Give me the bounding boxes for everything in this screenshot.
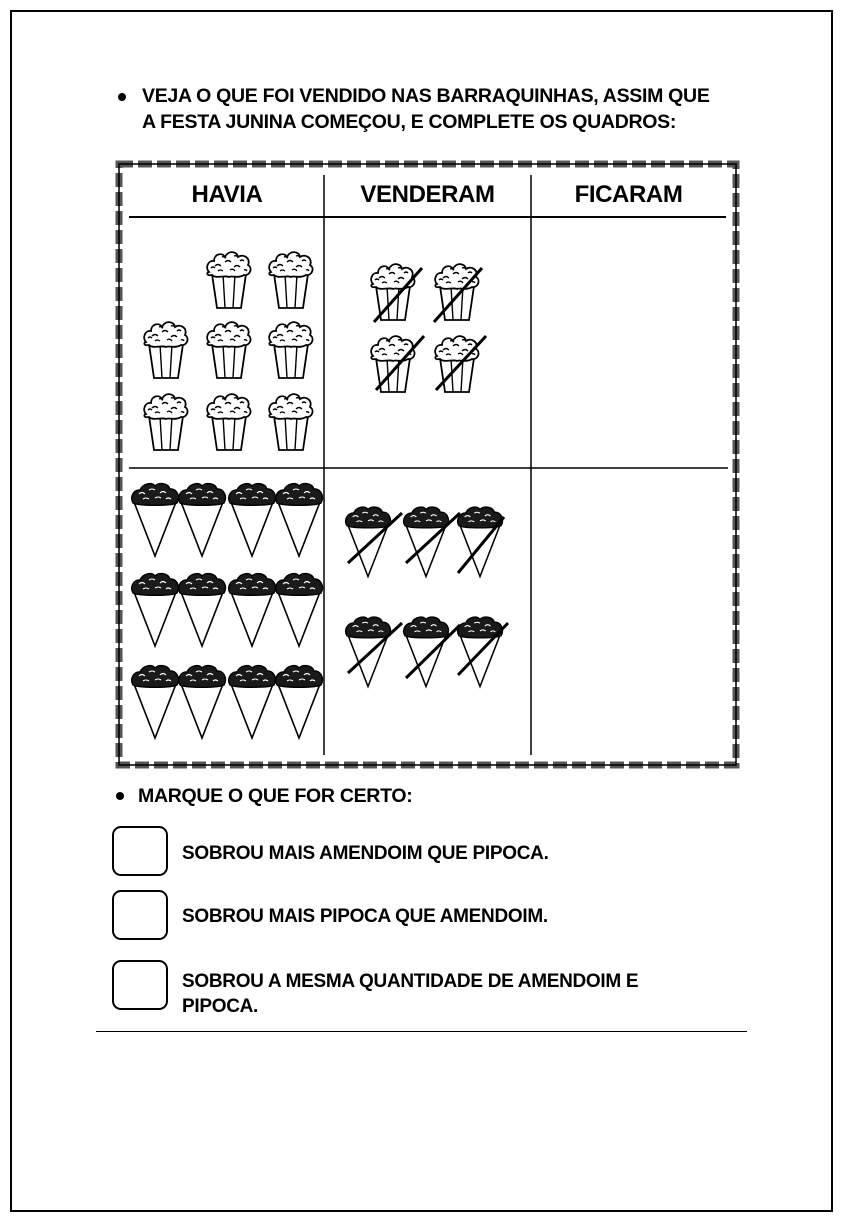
popcorn-icon [144,394,187,450]
popcorn-icon [144,322,187,378]
crossed-popcorn-icon [371,336,424,392]
popcorn-icon [207,252,250,308]
peanut-cone-icon [132,484,179,556]
crossed-popcorn-icon [371,264,422,322]
crossed-peanut-cone-icon [458,617,508,687]
question-title: MARQUE O QUE FOR CERTO: [138,785,413,807]
popcorn-icon [269,252,312,308]
option-1-text: SOBROU MAIS AMENDOIM QUE PIPOCA. [182,843,549,864]
crossed-peanut-cone-icon [346,507,402,577]
crossed-peanut-cone-icon [404,617,460,687]
venderam-popcorn-group [371,264,486,392]
header-havia: HAVIA [191,181,263,208]
peanut-cone-icon [179,484,226,556]
peanut-cone-icon [179,574,226,646]
option-2-checkbox[interactable] [112,890,168,940]
instruction-line-1: VEJA O QUE FOI VENDIDO NAS BARRAQUINHAS, ASSIM QUE [142,85,710,107]
popcorn-icon [269,394,312,450]
popcorn-icon [207,394,250,450]
peanut-cone-icon [229,666,276,738]
crossed-peanut-cone-icon [404,507,460,577]
peanut-cone-icon [179,666,226,738]
peanut-cone-icon [229,484,276,556]
peanut-cone-icon [132,574,179,646]
option-3-text: SOBROU A MESMA QUANTIDADE DE AMENDOIM E PIPOCA. [182,971,639,1017]
header-venderam: VENDERAM [360,181,495,208]
option-1-checkbox[interactable] [112,826,168,876]
crossed-peanut-cone-icon [346,617,402,687]
peanut-cone-icon [132,666,179,738]
popcorn-icon [269,322,312,378]
venderam-cone-group [346,507,508,687]
option-2-text: SOBROU MAIS PIPOCA QUE AMENDOIM. [182,906,548,927]
peanut-cone-icon [276,574,323,646]
havia-popcorn-group [144,252,312,450]
option-3-checkbox[interactable] [112,960,168,1010]
havia-cone-group [132,484,323,738]
peanut-cone-icon [229,574,276,646]
ficaram-popcorn-cell[interactable] [533,220,726,466]
header-ficaram: FICARAM [574,181,683,208]
crossed-peanut-cone-icon [458,507,504,577]
ficaram-cone-cell[interactable] [533,471,726,755]
crossed-popcorn-icon [434,264,482,322]
peanut-cone-icon [276,666,323,738]
peanut-cone-icon [276,484,323,556]
popcorn-icon [207,322,250,378]
crossed-popcorn-icon [435,336,486,392]
bottom-rule [96,1031,747,1032]
instruction-line-2: A FESTA JUNINA COMEÇOU, E COMPLETE OS QUADROS: [142,111,677,133]
bullet-question [116,792,124,800]
